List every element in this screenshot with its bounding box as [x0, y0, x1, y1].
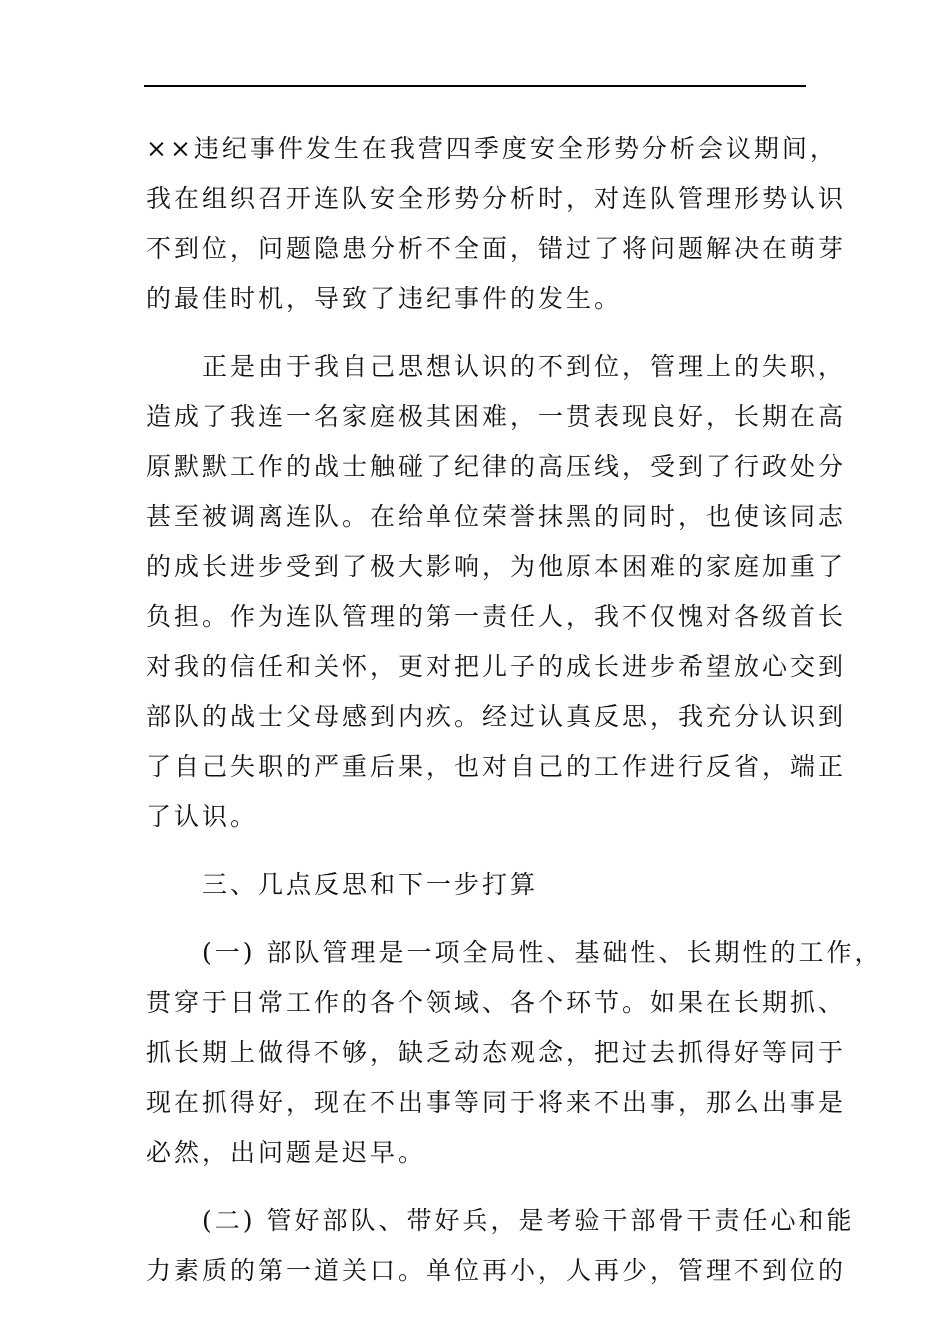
- text-line: 不到位，问题隐患分析不全面，错过了将问题解决在萌芽: [146, 234, 847, 263]
- text-line: 负担。作为连队管理的第一责任人，我不仅愧对各级首长: [146, 602, 847, 631]
- section-heading: 三、几点反思和下一步打算: [202, 870, 539, 899]
- paragraph-4: [146, 1196, 855, 1296]
- text-line: 对我的信任和关怀，更对把儿子的成长进步希望放心交到: [146, 652, 847, 681]
- paragraph-gap: [146, 910, 810, 928]
- text-line: 了认识。: [146, 802, 259, 831]
- text-line: 造成了我连一名家庭极其困难，一贯表现良好，长期在高: [146, 402, 847, 431]
- text-line: 部队的战士父母感到内疚。经过认真反思，我充分认识到: [146, 702, 847, 731]
- text-line: (一) 部队管理是一项全局性、基础性、长期性的工作，: [202, 938, 883, 967]
- text-line: 贯穿于日常工作的各个领域、各个环节。如果在长期抓、: [146, 988, 847, 1017]
- text-line: 必然，出问题是迟早。: [146, 1138, 427, 1167]
- paragraph-1: [146, 124, 847, 324]
- text-line: 的成长进步受到了极大影响，为他原本困难的家庭加重了: [146, 552, 847, 581]
- text-line: 现在抓得好，现在不出事等同于将来不出事，那么出事是: [146, 1088, 847, 1117]
- text-line: 力素质的第一道关口。单位再小，人再少，管理不到位的: [146, 1256, 847, 1285]
- text-line: 原默默工作的战士触碰了纪律的高压线，受到了行政处分: [146, 452, 847, 481]
- paragraph-gap: [146, 842, 810, 860]
- paragraph-gap: [146, 324, 810, 342]
- document-body: [146, 124, 883, 1296]
- text-line: 正是由于我自己思想认识的不到位，管理上的失职，: [202, 352, 847, 381]
- paragraph-gap: [146, 1178, 810, 1196]
- text-line: 抓长期上做得不够，缺乏动态观念，把过去抓得好等同于: [146, 1038, 847, 1067]
- paragraph-3: [146, 928, 883, 1178]
- text-line: 甚至被调离连队。在给单位荣誉抹黑的同时，也使该同志: [146, 502, 847, 531]
- text-line: 我在组织召开连队安全形势分析时，对连队管理形势认识: [146, 184, 847, 213]
- paragraph-2: [146, 342, 847, 842]
- text-line: (二) 管好部队、带好兵，是考验干部骨干责任心和能: [202, 1206, 855, 1235]
- text-line: ××违纪事件发生在我营四季度安全形势分析会议期间，: [146, 134, 838, 163]
- text-line: 了自己失职的严重后果，也对自己的工作进行反省，端正: [146, 752, 847, 781]
- header-rule: [144, 85, 806, 87]
- text-line: 的最佳时机，导致了违纪事件的发生。: [146, 284, 623, 313]
